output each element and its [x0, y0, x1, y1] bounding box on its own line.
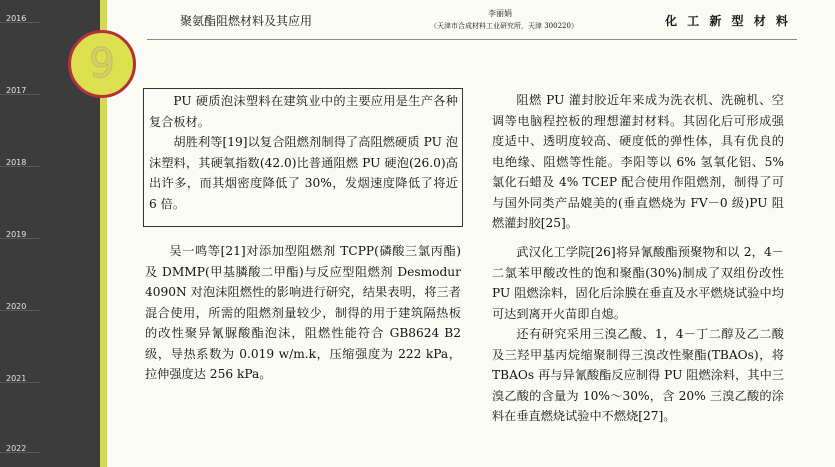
boxed-paragraph-1: PU 硬质泡沫塑料在建筑业中的主要应用是生产各种复合板材。	[149, 94, 458, 129]
timeline-year-2017[interactable]: 2017	[6, 86, 27, 95]
badge-number: 9	[89, 41, 115, 87]
journal-name: 化 工 新 型 材 料	[665, 14, 791, 28]
timeline-year-2020[interactable]: 2020	[6, 302, 27, 311]
right-paragraph-1	[492, 90, 784, 234]
timeline-year-2021[interactable]: 2021	[6, 374, 27, 383]
page-number-badge	[68, 30, 136, 98]
highlight-box	[143, 88, 463, 227]
article-title: 聚氨酯阻燃材料及其应用	[180, 14, 313, 28]
left-paragraph-text: 吴一鸣等[21]对添加型阻燃剂 TCPP(磷酸三氯丙酯)及 DMMP(甲基膦酸二甲酯)与反应型阻燃剂 Desmodur 4090N 对泡沫阻燃性的影响进行研究，结果表明，将三者混合使用，所需的阻燃剂量较少，制得的用于建筑隔热板的改性聚异氰脲酸酯泡沫，阻燃性能符合 GB8624 B2 级，导热系数为 0.019 w/m.k，压缩强度为 222 kPa，拉伸强度达 256 kPa。	[145, 244, 461, 381]
right-paragraph-2	[492, 242, 784, 427]
right-paragraph-1-text: 阻燃 PU 灌封胶近年来成为洗衣机、洗碗机、空调等电脑程控板的理想灌封材料。其固化后可形成强度适中、透明度较高、硬度低的弹性体，具有优良的电绝缘、阻燃等性能。李阳等以 6% 氢氧化铝、5% 氯化石蜡及 4% TCEP 配合使用作阻燃剂，制得了可与国外同类产品媲美的(垂直燃烧为 FV－0 级)PU 阻燃灌封胶[25]。	[492, 93, 784, 230]
right-paragraph-2-text: 武汉化工学院[26]将异氰酸酯预聚物和以 2，4－二氯苯甲酸改性的饱和聚酯(30%)制成了双组份改性 PU 阻燃涂料，固化后涂膜在垂直及水平燃烧试验中均可达到离开火苗即自熄。	[492, 245, 784, 321]
timeline-year-2022[interactable]: 2022	[6, 444, 27, 453]
header-divider	[147, 39, 797, 40]
right-paragraph-3-text: 还有研究采用三溴乙酸、1，4－丁二醇及乙二酸及三羟甲基丙烷缩聚制得三溴改性聚酯(TBAOs)，将 TBAOs 再与异氰酸酯反应制得 PU 阻燃涂料，其中三溴乙酸的含量为 10%～30%，含 20% 三溴乙酸的涂料在垂直燃烧试验中不燃烧[27]。	[492, 327, 784, 423]
article-affiliation: （天津市合成材料工业研究所，天津 300220）	[430, 22, 578, 30]
timeline-year-2019[interactable]: 2019	[6, 230, 27, 239]
left-paragraph	[145, 241, 461, 385]
boxed-paragraph-2: 胡胜利等[19]以复合阻燃剂制得了高阻燃硬质 PU 泡沫塑料，其硬氧指数(42.0)比普通阻燃 PU 硬泡(26.0)高出许多，而其烟密度降低了 30%，发烟速度降低了将近 6 倍。	[149, 135, 458, 211]
timeline-year-2018[interactable]: 2018	[6, 158, 27, 167]
timeline-year-2016[interactable]: 2016	[6, 14, 27, 23]
article-author: 李丽娟	[488, 9, 512, 18]
